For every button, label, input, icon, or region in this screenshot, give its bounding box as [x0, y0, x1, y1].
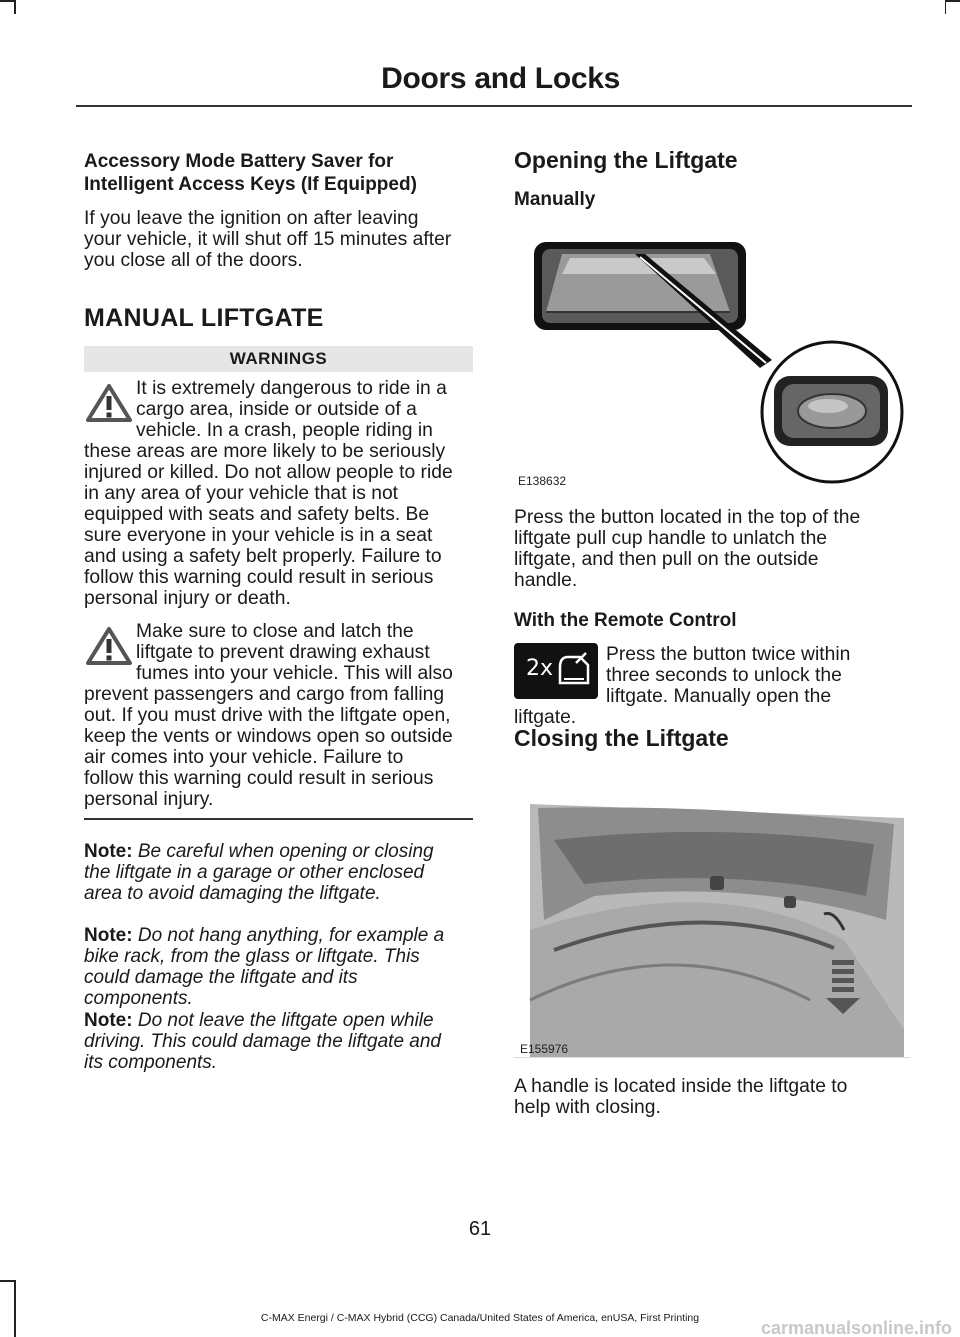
- text-line: Press the button twice within: [606, 644, 851, 665]
- note-label: Note:: [84, 841, 133, 862]
- text-line: in any area of your vehicle that is not: [84, 483, 399, 504]
- text-line: bike rack, from the glass or liftgate. This: [84, 946, 420, 967]
- text-line: sure everyone in your vehicle is in a seat: [84, 525, 433, 546]
- text-line: its components.: [84, 1052, 218, 1073]
- text-line: Do not leave the liftgate open while: [137, 1010, 434, 1031]
- text-line: you close all of the doors.: [84, 250, 303, 271]
- text-line: equipped with seats and safety belts. Be: [84, 504, 430, 525]
- text-line: fumes into your vehicle. This will also: [136, 663, 453, 684]
- remote-text: [514, 644, 910, 728]
- figure-code: E155976: [520, 1042, 569, 1056]
- crop-mark: [945, 0, 947, 14]
- text-line: prevent passengers and cargo from falling: [84, 684, 445, 705]
- note-label: Note:: [84, 1010, 133, 1031]
- page-title: Doors and Locks: [381, 62, 620, 95]
- crop-mark: [0, 0, 14, 2]
- left-column: [84, 150, 481, 333]
- text-line: liftgate.: [514, 707, 577, 728]
- text-line: follow this warning could result in serious: [84, 768, 434, 789]
- text-line: liftgate, and then pull on the outside: [514, 549, 819, 570]
- warnings-label: WARNINGS: [84, 346, 473, 372]
- text-line: Be careful when opening or closing: [137, 841, 434, 862]
- liftgate-closing-illustration: [514, 800, 910, 1058]
- text-line: keep the vents or windows open so outside: [84, 726, 453, 747]
- battery-saver-heading: [84, 150, 481, 196]
- text-line: liftgate. Manually open the: [606, 686, 832, 707]
- text-line: Make sure to close and latch the: [136, 621, 414, 642]
- text-line: If you leave the ignition on after leaving: [84, 208, 419, 229]
- text-line: handle.: [514, 570, 578, 591]
- text-line: components.: [84, 988, 193, 1009]
- text-line: help with closing.: [514, 1097, 661, 1118]
- remote-icon-label: 2x: [526, 656, 554, 681]
- text-line: out. If you must drive with the liftgate open,: [84, 705, 451, 726]
- crop-mark: [14, 1280, 16, 1337]
- heading-line: Accessory Mode Battery Saver for: [84, 151, 394, 172]
- opening-liftgate-title: Opening the Liftgate: [514, 147, 738, 173]
- remote-control-heading: With the Remote Control: [514, 610, 737, 631]
- text-line: your vehicle, it will shut off 15 minutes after: [84, 229, 452, 250]
- text-line: could damage the liftgate and its: [84, 967, 358, 988]
- text-line: area to avoid damaging the liftgate.: [84, 883, 381, 904]
- text-line: vehicle. In a crash, people riding in: [136, 420, 433, 441]
- text-line: three seconds to unlock the: [606, 665, 842, 686]
- printing-info: C-MAX Energi / C-MAX Hybrid (CCG) Canada/United States of America, enUSA, First Printing: [260, 1312, 700, 1324]
- header-divider: [76, 105, 912, 107]
- battery-saver-text: [84, 208, 481, 271]
- text-line: liftgate to prevent drawing exhaust: [136, 642, 430, 663]
- closing-liftgate-title: Closing the Liftgate: [514, 725, 729, 751]
- heading-line: Intelligent Access Keys (If Equipped): [84, 174, 417, 195]
- warning-2-text: [84, 621, 476, 810]
- text-line: liftgate pull cup handle to unlatch the: [514, 528, 828, 549]
- note-3: [84, 1010, 476, 1073]
- text-line: cargo area, inside or outside of a: [136, 399, 417, 420]
- text-line: these areas are more likely to be seriously: [84, 441, 446, 462]
- section-title: MANUAL LIFTGATE: [84, 304, 324, 332]
- crop-mark: [0, 1280, 14, 1282]
- note-label: Note:: [84, 925, 133, 946]
- watermark: carmanualsonline.info: [760, 1318, 952, 1337]
- crop-mark: [946, 0, 960, 2]
- text-line: follow this warning could result in serious: [84, 567, 434, 588]
- text-line: the liftgate in a garage or other enclosed: [84, 862, 425, 883]
- manually-heading: Manually: [514, 189, 596, 210]
- text-line: injured or killed. Do not allow people to ride: [84, 462, 453, 483]
- text-line: and using a safety belt properly. Failure to: [84, 546, 442, 567]
- warning-1-text: [84, 378, 476, 609]
- warnings-end-rule: [84, 818, 473, 820]
- text-line: personal injury.: [84, 789, 214, 810]
- text-line: It is extremely dangerous to ride in a: [136, 378, 447, 399]
- closing-text: [514, 1076, 910, 1118]
- text-line: air comes into your vehicle. Failure to: [84, 747, 404, 768]
- text-line: Do not hang anything, for example a: [137, 925, 445, 946]
- press-button-text: [514, 507, 910, 591]
- text-line: personal injury or death.: [84, 588, 291, 609]
- note-1: [84, 841, 476, 904]
- page-number: 61: [468, 1218, 492, 1240]
- text-line: Press the button located in the top of the: [514, 507, 861, 528]
- crop-mark: [14, 0, 16, 14]
- pull-cup-handle-illustration: [510, 232, 910, 492]
- figure-code: E138632: [518, 474, 567, 488]
- text-line: A handle is located inside the liftgate to: [514, 1076, 848, 1097]
- text-line: driving. This could damage the liftgate and: [84, 1031, 441, 1052]
- note-2: [84, 925, 476, 1009]
